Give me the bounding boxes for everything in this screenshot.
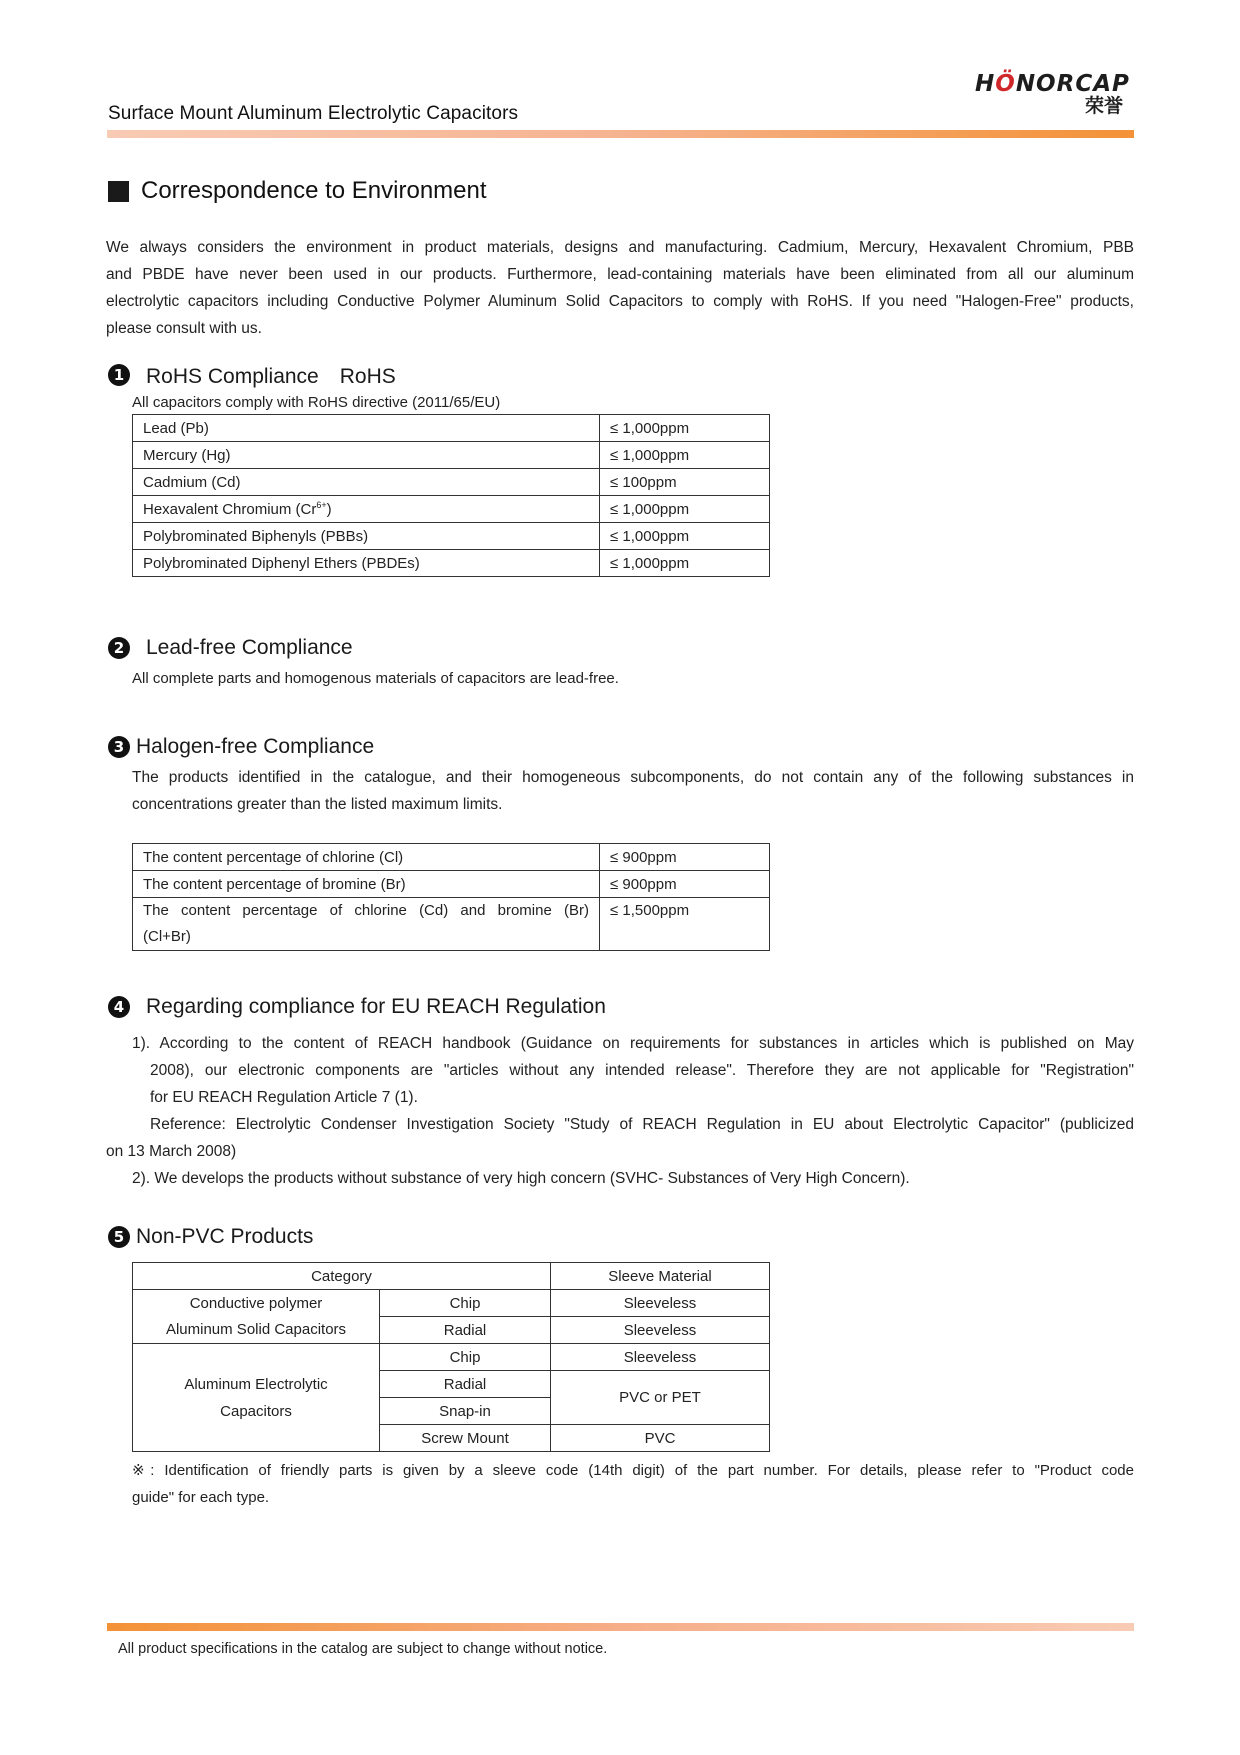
section-rohs-heading [108,360,396,390]
substance-cell: Cadmium (Cd) [133,469,600,496]
intro-paragraph [106,234,1134,342]
halogen-free-text [132,764,1134,818]
intro-line: and PBDE have never been used in our products. Furthermore, lead-containing materials have been eliminated from all our aluminum [106,266,1134,283]
text-line: 1). According to the content of REACH handbook (Guidance on requirements for substances in articles which is published on May [132,1035,1134,1052]
page-heading-text: Correspondence to Environment [141,177,487,204]
type-cell: Snap-in [380,1398,551,1425]
table-row [133,469,770,496]
section-title: Halogen-free Compliance [136,735,375,758]
limit-cell: ≤ 1,000ppm [600,523,770,550]
limit-cell: ≤ 900ppm [600,871,770,898]
lead-free-text: All complete parts and homogenous materials of capacitors are lead-free. [132,670,619,687]
text-line: ※: Identification of friendly parts is given by a sleeve code (14th digit) of the part number. For details, please refer to "Product code [132,1462,1134,1479]
intro-line: electrolytic capacitors including Conductive Polymer Aluminum Solid Capacitors to comply with RoHS. If you need "Halogen-Free" products, [106,293,1134,310]
section-non-pvc-heading [108,1225,313,1249]
substance-cell: Lead (Pb) [133,415,600,442]
text-line: concentrations greater than the listed maximum limits. [132,796,503,813]
limit-cell: ≤ 1,000ppm [600,442,770,469]
table-header-row [133,1263,770,1290]
rohs-table [132,414,770,577]
limit-cell: ≤ 100ppm [600,469,770,496]
substance-cell: Polybrominated Biphenyls (PBBs) [133,523,600,550]
rohs-subtitle: All capacitors comply with RoHS directive (2011/65/EU) [132,394,501,411]
company-logo [975,71,1130,118]
table-row [133,898,770,951]
section-title: Non-PVC Products [136,1225,314,1248]
table-row [133,844,770,871]
logo-wordmark: HÖNORCAP [975,71,1130,97]
column-header: Category [133,1263,551,1290]
category-cell: Aluminum Electrolytic Capacitors [133,1344,380,1452]
type-cell: Chip [380,1344,551,1371]
type-cell: Screw Mount [380,1425,551,1452]
section-reach-heading [108,995,606,1019]
section-title: RoHS Compliance RoHS [146,365,396,388]
substance-cell: Mercury (Hg) [133,442,600,469]
non-pvc-table [132,1262,770,1452]
type-cell: Radial [380,1371,551,1398]
sleeve-cell: PVC or PET [551,1371,770,1425]
halogen-table [132,843,770,951]
category-cell: Conductive polymer Aluminum Solid Capacitors [133,1290,380,1344]
limit-cell: ≤ 1,000ppm [600,496,770,523]
logo-chinese: 荣誉 [1084,96,1123,117]
sleeve-cell: Sleeveless [551,1290,770,1317]
sleeve-cell: PVC [551,1425,770,1452]
square-bullet-icon [108,181,129,202]
table-row [133,871,770,898]
section-title: Regarding compliance for EU REACH Regulation [146,995,606,1018]
substance-cell: Hexavalent Chromium $(Cr^{6+})$ [133,496,600,523]
table-row [133,496,770,523]
footer-divider-bar [107,1623,1134,1631]
non-pvc-note [132,1457,1134,1511]
text-line: The products identified in the catalogue, and their homogeneous subcomponents, do not contain any of the following substances in [132,769,1134,786]
text-line: for EU REACH Regulation Article 7 (1). [150,1089,418,1106]
reach-text [106,1030,1134,1192]
text-line: Reference: Electrolytic Condenser Investigation Society "Study of REACH Regulation in EU about Electrolytic Capacitor" (publicized [150,1116,1134,1133]
type-cell: Radial [380,1317,551,1344]
table-row [133,550,770,577]
footer-disclaimer: All product specifications in the catalog are subject to change without notice. [118,1641,608,1657]
substance-cell: The content percentage of bromine (Br) [133,871,600,898]
type-cell: Chip [380,1290,551,1317]
text-line: 2). We develops the products without substance of very high concern (SVHC- Substances of Very High Concern). [132,1170,910,1187]
header-divider-bar [107,130,1134,138]
table-row [133,415,770,442]
number-1-icon: 1 [108,364,130,386]
intro-line: We always considers the environment in product materials, designs and manufacturing. Cadmium, Mercury, Hexavalent Chromium, PBB [106,239,1134,256]
table-row [133,523,770,550]
text-line: guide" for each type. [132,1489,270,1506]
table-row [133,1344,770,1371]
substance-cell: The content percentage of chlorine (Cl) [133,844,600,871]
intro-line: please consult with us. [106,320,262,337]
sleeve-cell: Sleeveless [551,1317,770,1344]
page-heading [108,177,487,205]
limit-cell: ≤ 1,000ppm [600,550,770,577]
section-halogen-free-heading [108,735,374,759]
number-3-icon: 3 [108,736,130,758]
limit-cell: ≤ 900ppm [600,844,770,871]
substance-cell: The content percentage of chlorine (Cd) and bromine (Br) (Cl+Br) [133,898,600,951]
limit-cell: ≤ 1,000ppm [600,415,770,442]
substance-cell: Polybrominated Diphenyl Ethers (PBDEs) [133,550,600,577]
section-title: Lead-free Compliance [146,636,353,659]
number-2-icon: 2 [108,637,130,659]
text-line: on 13 March 2008) [106,1143,237,1160]
limit-cell: ≤ 1,500ppm [600,898,770,951]
sleeve-cell: Sleeveless [551,1344,770,1371]
number-4-icon: 4 [108,996,130,1018]
document-title: Surface Mount Aluminum Electrolytic Capacitors [108,103,519,124]
number-5-icon: 5 [108,1226,130,1248]
table-row [133,1290,770,1317]
text-line: 2008), our electronic components are "articles without any intended release". Therefore they are not applicable for "Registration" [150,1062,1134,1079]
column-header: Sleeve Material [551,1263,770,1290]
table-row [133,442,770,469]
section-lead-free-heading [108,636,353,660]
